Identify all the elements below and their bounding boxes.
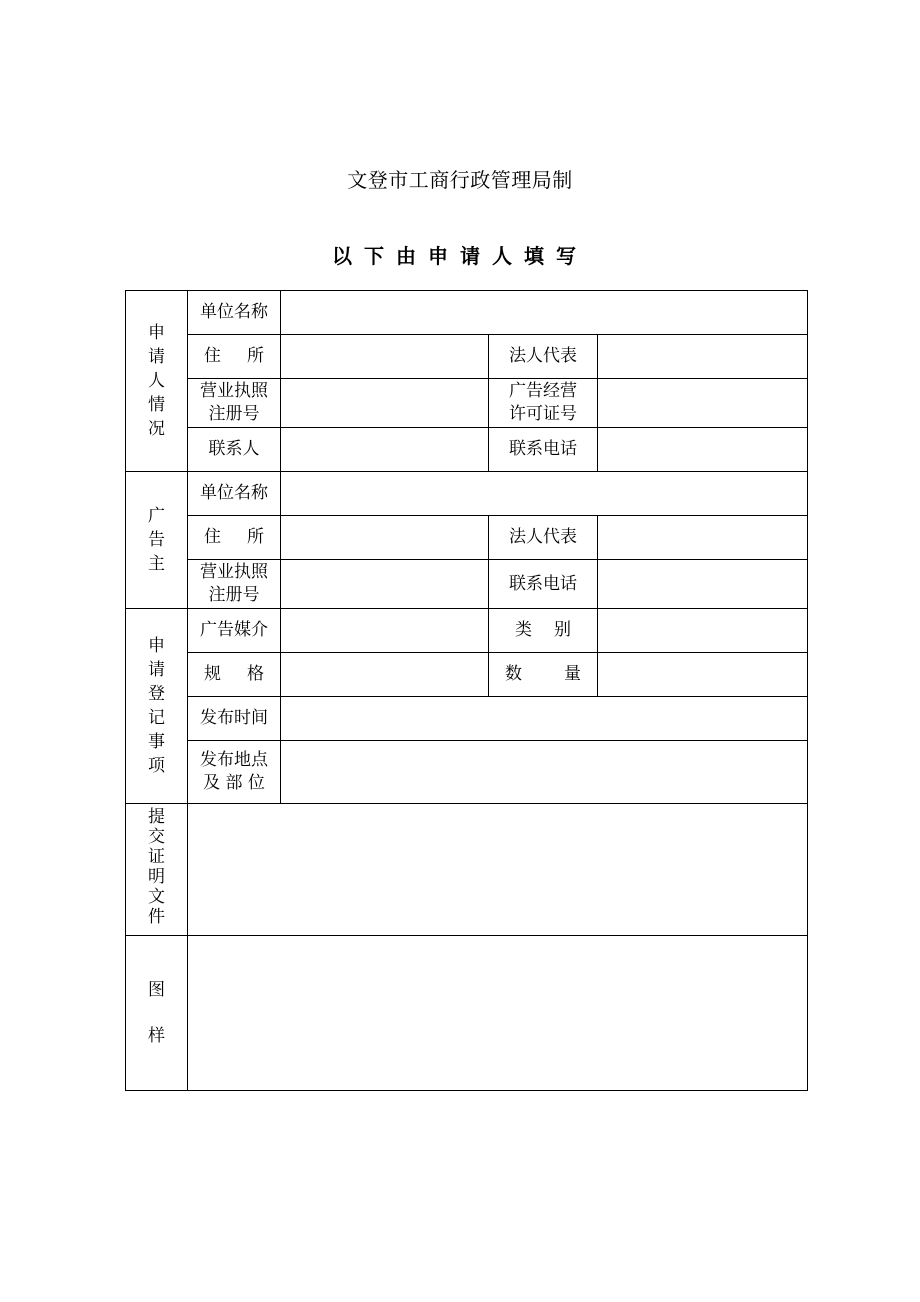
- registration-row-spec: [126, 653, 808, 697]
- section-label-char: 图: [148, 980, 165, 1000]
- applicant-row-unit: [126, 291, 808, 335]
- section-sample: [126, 936, 188, 1091]
- section-label-char: 项: [148, 756, 165, 776]
- registration-category-label: 类 别: [489, 609, 598, 653]
- section-label-char: 文: [148, 887, 165, 907]
- section-label-char: 样: [148, 1026, 165, 1046]
- registration-spec-field[interactable]: [281, 653, 489, 697]
- advertiser-license-label-line1: 营业执照: [200, 562, 268, 582]
- applicant-phone-field[interactable]: [598, 428, 808, 472]
- documents-field[interactable]: [188, 804, 808, 936]
- registration-location-label-line2: 及 部 位: [203, 773, 265, 793]
- documents-row: [126, 804, 808, 936]
- section-label-char: 请: [148, 660, 165, 680]
- applicant-unit-name-label: 单位名称: [188, 291, 281, 335]
- applicant-ad-permit-label-line1: 广告经营: [509, 381, 577, 401]
- advertiser-legal-rep-field[interactable]: [598, 516, 808, 560]
- applicant-unit-name-field[interactable]: [281, 291, 808, 335]
- form-heading: 以下由申请人填写: [332, 244, 588, 268]
- applicant-license-field[interactable]: [281, 379, 489, 428]
- registration-quantity-label: 数 量: [489, 653, 598, 697]
- section-label-char: 证: [148, 847, 165, 867]
- applicant-contact-label: 联系人: [188, 428, 281, 472]
- section-documents-label: [126, 807, 187, 927]
- sample-field[interactable]: [188, 936, 808, 1091]
- applicant-license-label-line2: 注册号: [208, 404, 260, 424]
- registration-location-field[interactable]: [281, 741, 808, 804]
- section-label-char: 况: [148, 419, 165, 439]
- section-documents: [126, 804, 188, 936]
- applicant-address-field[interactable]: [281, 335, 489, 379]
- applicant-ad-permit-field[interactable]: [598, 379, 808, 428]
- advertiser-license-label: [188, 560, 281, 609]
- applicant-license-label-line1: 营业执照: [200, 381, 268, 401]
- section-label-char: 主: [148, 554, 165, 574]
- registration-row-location: [126, 741, 808, 804]
- section-label-char: 件: [148, 907, 165, 927]
- section-label-char: 事: [148, 732, 165, 752]
- section-label-char: 申: [148, 323, 165, 343]
- applicant-row-license: [126, 379, 808, 428]
- issuer-line: 文登市工商行政管理局制: [347, 168, 573, 192]
- advertiser-row-unit: [126, 472, 808, 516]
- advertiser-row-address: [126, 516, 808, 560]
- section-label-char: 情: [148, 395, 165, 415]
- section-registration-label: [126, 634, 187, 778]
- section-registration: [126, 609, 188, 804]
- registration-location-label: [188, 741, 281, 804]
- applicant-license-label: [188, 379, 281, 428]
- advertiser-row-license: [126, 560, 808, 609]
- registration-spec-label: 规 格: [188, 653, 281, 697]
- applicant-address-label: 住 所: [188, 335, 281, 379]
- advertiser-license-field[interactable]: [281, 560, 489, 609]
- advertiser-address-field[interactable]: [281, 516, 489, 560]
- applicant-row-contact: [126, 428, 808, 472]
- registration-media-field[interactable]: [281, 609, 489, 653]
- section-applicant: [126, 291, 188, 472]
- applicant-contact-field[interactable]: [281, 428, 489, 472]
- registration-publish-time-field[interactable]: [281, 697, 808, 741]
- section-label-char: 提: [148, 807, 165, 827]
- registration-location-label-line1: 发布地点: [200, 750, 268, 770]
- registration-category-field[interactable]: [598, 609, 808, 653]
- section-label-char: 明: [148, 867, 165, 887]
- registration-publish-time-label: 发布时间: [188, 697, 281, 741]
- section-sample-label: [126, 978, 187, 1048]
- advertiser-phone-field[interactable]: [598, 560, 808, 609]
- section-label-char: 记: [148, 708, 165, 728]
- applicant-ad-permit-label-line2: 许可证号: [509, 404, 577, 424]
- registration-row-time: [126, 697, 808, 741]
- advertiser-unit-name-field[interactable]: [281, 472, 808, 516]
- advertiser-license-label-line2: 注册号: [208, 585, 260, 605]
- advertiser-unit-name-label: 单位名称: [188, 472, 281, 516]
- registration-quantity-field[interactable]: [598, 653, 808, 697]
- section-advertiser-label: [126, 504, 187, 576]
- registration-row-media: [126, 609, 808, 653]
- applicant-legal-rep-label: 法人代表: [489, 335, 598, 379]
- applicant-legal-rep-field[interactable]: [598, 335, 808, 379]
- application-form-table: [125, 290, 808, 1091]
- section-label-char: 告: [148, 530, 165, 550]
- section-label-char: 申: [148, 636, 165, 656]
- advertiser-legal-rep-label: 法人代表: [489, 516, 598, 560]
- section-applicant-label: [126, 321, 187, 441]
- section-label-char: 交: [148, 827, 165, 847]
- section-label-char: 请: [148, 347, 165, 367]
- applicant-ad-permit-label: [489, 379, 598, 428]
- advertiser-phone-label: 联系电话: [489, 560, 598, 609]
- section-label-char: 人: [148, 371, 165, 391]
- advertiser-address-label: 住 所: [188, 516, 281, 560]
- applicant-row-address: [126, 335, 808, 379]
- registration-media-label: 广告媒介: [188, 609, 281, 653]
- sample-row: [126, 936, 808, 1091]
- section-label-char: 广: [148, 506, 165, 526]
- section-label-char: 登: [148, 684, 165, 704]
- applicant-phone-label: 联系电话: [489, 428, 598, 472]
- section-advertiser: [126, 472, 188, 609]
